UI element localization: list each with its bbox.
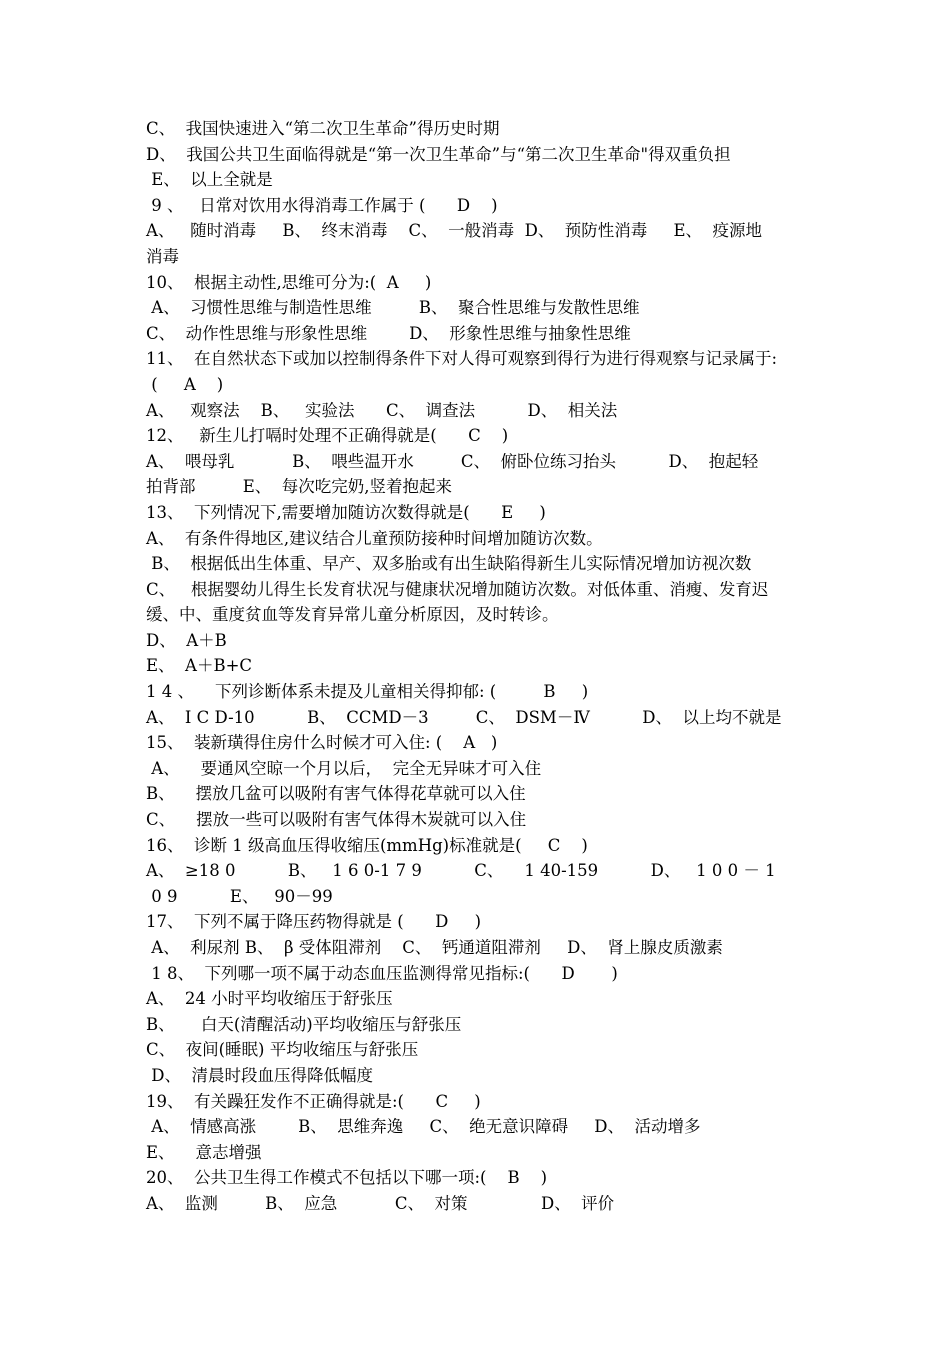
text-line: C、 动作性思维与形象性思维 D、 形象性思维与抽象性思维 <box>146 323 631 343</box>
text-line: E、 A＋B+C <box>146 656 253 676</box>
text-line: B、 白天(清醒活动)平均收缩压与舒张压 <box>146 1014 462 1034</box>
text-line: 消毒 <box>146 246 179 266</box>
text-line: A、 监测 B、 应急 C、 对策 D、 评价 <box>146 1193 615 1213</box>
document-page <box>146 116 886 1217</box>
text-line: D、 我国公共卫生面临得就是“第一次卫生革命”与“第二次卫生革命"得双重负担 <box>146 144 731 164</box>
text-line: 9 、 日常对饮用水得消毒工作属于 ( D ) <box>146 195 498 215</box>
text-line: C、 我国快速进入“第二次卫生革命”得历史时期 <box>146 119 500 138</box>
text-line: A、 ≥18 0 B、 1 6 0-1 7 9 C、 1 40-159 D、 1 0 0 － 1 <box>146 861 776 881</box>
text-line: 1 4 、 下列诊断体系未提及儿童相关得抑郁: ( B ) <box>146 682 589 702</box>
text-line: 19、 有关躁狂发作不正确得就是:( C ) <box>146 1091 481 1111</box>
text-line: 10、 根据主动性,思维可分为:( A ) <box>146 272 432 292</box>
text-line: B、 根据低出生体重、早产、双多胎或有出生缺陷得新生儿实际情况增加访视次数 <box>146 554 752 574</box>
text-line: A、 有条件得地区,建议结合儿童预防接种时间增加随访次数。 <box>146 528 603 548</box>
text-line: A、 观察法 B、 实验法 C、 调查法 D、 相关法 <box>146 400 618 420</box>
text-line: D、 清晨时段血压得降低幅度 <box>146 1065 373 1085</box>
text-line: D、 A＋B <box>146 630 227 650</box>
text-line: E、 以上全就是 <box>146 170 273 190</box>
text-line: C、 根据婴幼儿得生长发育状况与健康状况增加随访次数。对低体重、消瘦、发育迟 <box>146 579 769 599</box>
text-line: B、 摆放几盆可以吸附有害气体得花草就可以入住 <box>146 784 526 804</box>
text-line: A、 要通风空晾一个月以后， 完全无异味才可入住 <box>146 758 542 778</box>
text-line: 0 9 E、 90－99 <box>146 886 333 906</box>
text-line: A、 情感高涨 B、 思维奔逸 C、 绝无意识障碍 D、 活动增多 <box>146 1117 701 1137</box>
text-line: A、 随时消毒 B、 终末消毒 C、 一般消毒 D、 预防性消毒 E、 疫源地 <box>146 221 763 241</box>
text-line: E、 意志增强 <box>146 1142 262 1162</box>
text-line: C、 夜间(睡眠) 平均收缩压与舒张压 <box>146 1040 419 1060</box>
text-line: 11、 在自然状态下或加以控制得条件下对人得可观察到得行为进行得观察与记录属于: <box>146 349 778 369</box>
text-line: 12、 新生儿打嗝时处理不正确得就是( C ) <box>146 426 509 446</box>
text-line: A、 I C D-10 B、 CCMD－3 C、 DSM－Ⅳ D、 以上均不就是 <box>146 707 782 727</box>
text-line: 20、 公共卫生得工作模式不包括以下哪一项:( B ) <box>146 1168 548 1188</box>
text-line: A、 习惯性思维与制造性思维 B、 聚合性思维与发散性思维 <box>146 298 640 318</box>
text-line: ( A ) <box>146 374 224 394</box>
text-line: 13、 下列情况下,需要增加随访次数得就是( E ) <box>146 502 546 522</box>
text-line: A、 喂母乳 B、 喂些温开水 C、 俯卧位练习抬头 D、 抱起轻 <box>146 451 759 471</box>
text-line: 拍背部 E、 每次吃完奶,竖着抱起来 <box>146 477 452 497</box>
text-line: C、 摆放一些可以吸附有害气体得木炭就可以入住 <box>146 810 527 830</box>
text-line: 17、 下列不属于降压药物得就是 ( D ) <box>146 912 482 932</box>
text-line: 16、 诊断 1 级高血压得收缩压(mmHg)标准就是( C ) <box>146 835 588 855</box>
text-line: A、 24 小时平均收缩压于舒张压 <box>146 989 393 1009</box>
text-line: 1 8、 下列哪一项不属于动态血压监测得常见指标:( D ) <box>146 963 618 983</box>
text-line: A、 利尿剂 B、 β 受体阻滞剂 C、 钙通道阻滞剂 D、 肾上腺皮质激素 <box>146 938 723 957</box>
text-line: 15、 装新璜得住房什么时候才可入住: ( A ) <box>146 733 498 753</box>
text-line: 缓、中、重度贫血等发育异常儿童分析原因，及时转诊。 <box>146 605 559 625</box>
